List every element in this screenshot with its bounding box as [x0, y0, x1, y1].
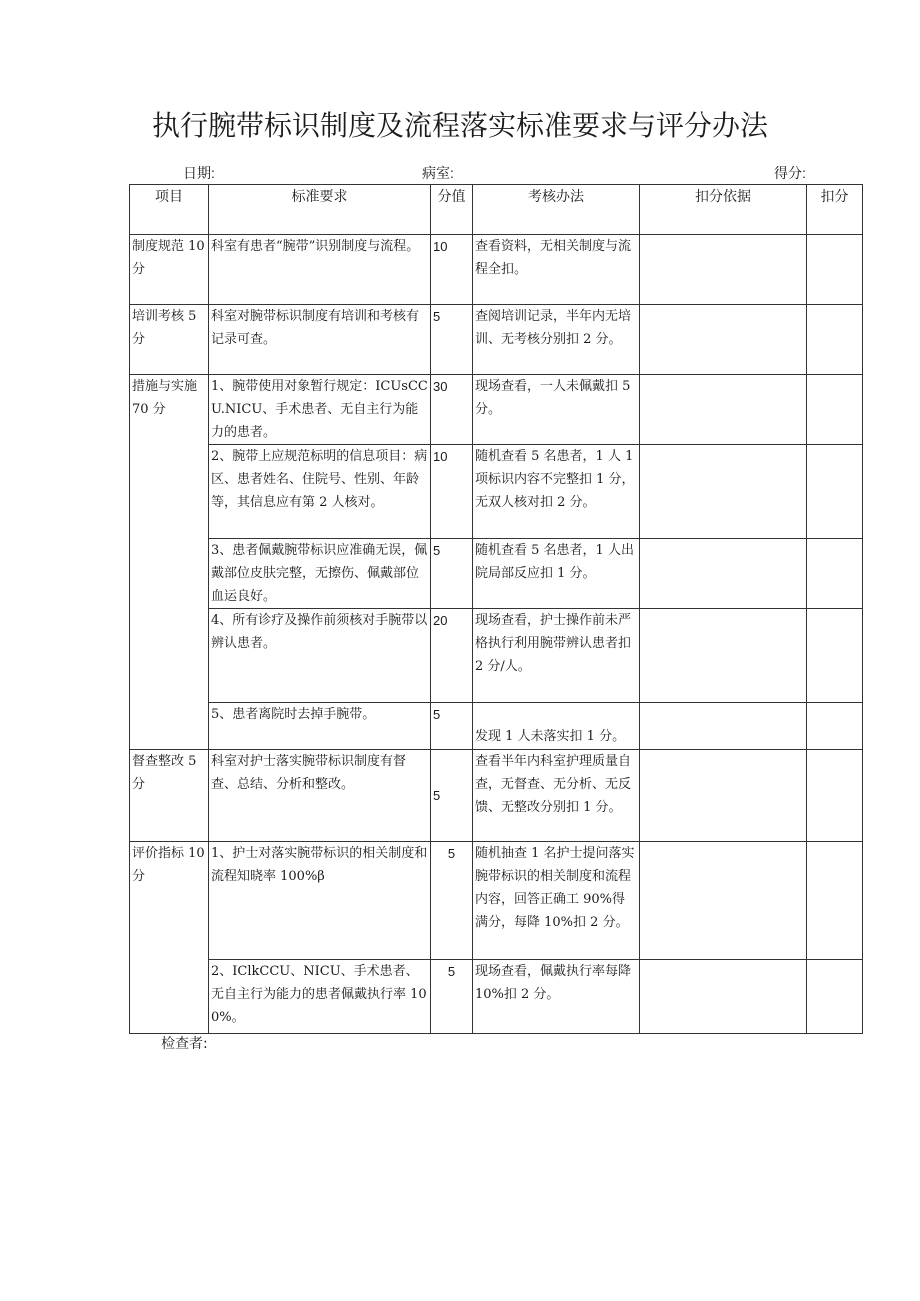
deduct-cell: [807, 375, 863, 445]
table-row: [130, 842, 863, 960]
deduct-cell: [807, 960, 863, 1034]
method-cell: 查阅培训记录，半年内无培训、无考核分别扣 2 分。: [473, 305, 640, 375]
basis-cell: [640, 842, 807, 960]
header-method: 考核办法: [473, 185, 640, 235]
method-cell: 现场查看，护士操作前未严格执行利用腕带辨认患者扣 2 分/人。: [473, 609, 640, 703]
category-cell: 制度规范 10 分: [130, 235, 209, 305]
method-cell: 随机查看 5 名患者，1 人 1 项标识内容不完整扣 1 分，无双人核对扣 2 分。: [473, 445, 640, 539]
basis-cell: [640, 235, 807, 305]
standard-cell: 4、所有诊疗及操作前须核对手腕带以辨认患者。: [209, 609, 431, 703]
score-cell: 10: [431, 235, 473, 305]
standard-cell: 科室对腕带标识制度有培训和考核有记录可查。: [209, 305, 431, 375]
deduct-cell: [807, 305, 863, 375]
basis-cell: [640, 703, 807, 750]
table-header-row: [130, 185, 863, 235]
method-cell: 现场查看，一人未佩戴扣 5 分。: [473, 375, 640, 445]
method-cell: 查看资料，无相关制度与流程全扣。: [473, 235, 640, 305]
table-row: [130, 609, 863, 703]
deduct-cell: [807, 445, 863, 539]
header-score: 分值: [431, 185, 473, 235]
score-cell: 5: [431, 539, 473, 609]
method-cell: 随机抽查 1 名护士提问落实腕带标识的相关制度和流程内容，回答正确工 90%得满分，每降 10%扣 2 分。: [473, 842, 640, 960]
basis-cell: [640, 445, 807, 539]
header-deduct: 扣分: [807, 185, 863, 235]
table-row: [130, 375, 863, 445]
standard-cell: 科室对护士落实腕带标识制度有督查、总结、分析和整改。: [209, 750, 431, 842]
header-item: 项目: [130, 185, 209, 235]
score-cell: 5: [431, 960, 473, 1034]
document-title: 执行腕带标识制度及流程落实标准要求与评分办法: [151, 109, 768, 142]
header-standard: 标准要求: [209, 185, 431, 235]
basis-cell: [640, 375, 807, 445]
method-cell: 发现 1 人未落实扣 1 分。: [473, 703, 640, 750]
basis-cell: [640, 539, 807, 609]
table-row: [130, 539, 863, 609]
score-cell: 5: [431, 305, 473, 375]
category-cell: 培训考核 5 分: [130, 305, 209, 375]
ward-label: 病室:: [422, 165, 454, 181]
header-basis: 扣分依据: [640, 185, 807, 235]
table-row: [130, 960, 863, 1034]
table-row: [130, 703, 863, 750]
inspector-label: 检查者:: [161, 1036, 208, 1052]
table-row: [130, 445, 863, 539]
standard-cell: 1、护士对落实腕带标识的相关制度和流程知晓率 100%β: [209, 842, 431, 960]
deduct-cell: [807, 703, 863, 750]
date-label: 日期:: [183, 165, 215, 181]
deduct-cell: [807, 842, 863, 960]
standard-cell: 2、腕带上应规范标明的信息项目：病区、患者姓名、住院号、性别、年龄等，其信息应有第 2 人核对。: [209, 445, 431, 539]
score-cell: 30: [431, 375, 473, 445]
table-row: [130, 305, 863, 375]
score-label: 得分:: [774, 165, 806, 181]
standard-cell: 1、腕带使用对象暂行规定：ICUsCCU.NICU、手术患者、无自主行为能力的患者。: [209, 375, 431, 445]
score-cell: 10: [431, 445, 473, 539]
table-row: [130, 750, 863, 842]
category-cell: 督查整改 5 分: [130, 750, 209, 842]
score-cell: 5: [431, 703, 473, 750]
basis-cell: [640, 750, 807, 842]
score-cell: 20: [431, 609, 473, 703]
deduct-cell: [807, 609, 863, 703]
method-cell: 随机查看 5 名患者，1 人出院局部反应扣 1 分。: [473, 539, 640, 609]
scoring-table: [129, 184, 863, 1034]
score-cell: 5: [431, 842, 473, 960]
standard-cell: 2、IClkCCU、NICU、手术患者、无自主行为能力的患者佩戴执行率 100%。: [209, 960, 431, 1034]
deduct-cell: [807, 539, 863, 609]
score-cell: 5: [431, 750, 473, 842]
deduct-cell: [807, 750, 863, 842]
basis-cell: [640, 609, 807, 703]
table-row: [130, 235, 863, 305]
basis-cell: [640, 960, 807, 1034]
method-cell: 现场查看，佩戴执行率每降 10%扣 2 分。: [473, 960, 640, 1034]
basis-cell: [640, 305, 807, 375]
deduct-cell: [807, 235, 863, 305]
standard-cell: 科室有患者“腕带”识别制度与流程。: [209, 235, 431, 305]
standard-cell: 5、患者离院时去掉手腕带。: [209, 703, 431, 750]
category-cell: 措施与实施 70 分: [130, 375, 209, 750]
standard-cell: 3、患者佩戴腕带标识应准确无误，佩戴部位皮肤完整，无擦伤、佩戴部位血运良好。: [209, 539, 431, 609]
method-cell: 查看半年内科室护理质量自查，无督查、无分析、无反馈、无整改分别扣 1 分。: [473, 750, 640, 842]
category-cell: 评价指标 10 分: [130, 842, 209, 1034]
